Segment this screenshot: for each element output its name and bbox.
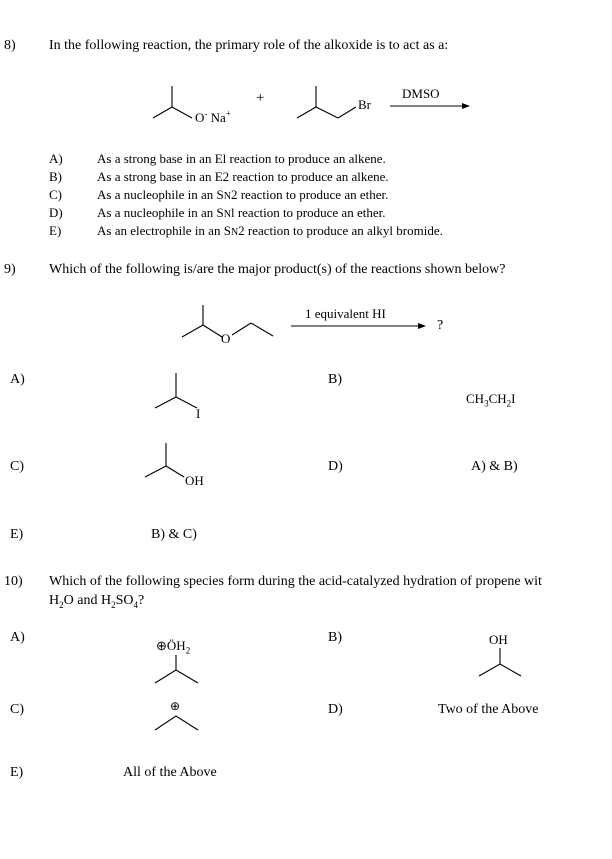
q9-choice-d-text: A) & B) bbox=[471, 459, 518, 474]
q8-choice-b-text: As a strong base in an E2 reaction to produce an alkene. bbox=[97, 169, 389, 184]
q9-choice-d-letter: D) bbox=[328, 459, 343, 474]
q8-choice-a-letter: A) bbox=[49, 151, 63, 166]
q8-choice-d-letter: D) bbox=[49, 205, 63, 220]
reagent-hi: 1 equivalent HI bbox=[305, 306, 386, 321]
bromine-label: Br bbox=[358, 97, 371, 112]
question-10-number: 10) bbox=[4, 574, 23, 589]
q9-choice-e-text: B) & C) bbox=[151, 527, 197, 542]
unknown-product: ? bbox=[437, 318, 444, 333]
q8-choice-a-text: As a strong base in an El reaction to produce an alkene. bbox=[97, 151, 386, 166]
hydroxyl-label: OH bbox=[185, 473, 204, 488]
q8-choice-c-letter: C) bbox=[49, 187, 62, 202]
q9-choice-b-letter: B) bbox=[328, 372, 342, 387]
plus-sign: + bbox=[256, 90, 265, 106]
q8-choice-e-letter: E) bbox=[49, 223, 62, 238]
question-8-number: 8) bbox=[4, 38, 16, 53]
q10-choice-a-letter: A) bbox=[10, 630, 25, 645]
isopropanol-skeleton bbox=[145, 443, 166, 477]
q10-choice-e-text: All of the Above bbox=[123, 765, 217, 780]
question-9-stem: Which of the following is/are the major product(s) of the reactions shown below? bbox=[49, 262, 506, 277]
oxonium-label: $\oplus ÖH_2$ bbox=[156, 638, 191, 656]
reagent-dmso: DMSO bbox=[402, 86, 440, 101]
q10-choice-e-letter: E) bbox=[10, 765, 24, 780]
isobutyl-bromide-skeleton bbox=[297, 86, 316, 118]
carbocation-charge: ⊕ bbox=[170, 699, 181, 713]
q8-choice-b-letter: B) bbox=[49, 169, 62, 184]
iodine-label: I bbox=[196, 406, 201, 421]
q10-choice-c-letter: C) bbox=[10, 702, 24, 717]
question-8-stem: In the following reaction, the primary role of the alkoxide is to act as a: bbox=[49, 38, 449, 53]
q8-choice-e-text: As an electrophile in an SN2 reaction to produce an alkyl bromide. bbox=[97, 223, 443, 238]
q9-choice-c-letter: C) bbox=[10, 459, 24, 474]
question-9-number: 9) bbox=[4, 262, 16, 277]
q10-choice-d-letter: D) bbox=[328, 702, 343, 717]
ether-oxygen-label: O bbox=[221, 331, 231, 346]
ether-skeleton bbox=[182, 305, 203, 337]
q9-choice-e-letter: E) bbox=[10, 527, 24, 542]
isopropoxide-skeleton bbox=[153, 86, 172, 118]
q10-b-hydroxyl-label: OH bbox=[489, 632, 508, 647]
question-10-stem-line1: Which of the following species form during the acid-catalyzed hydration of propene wit bbox=[49, 574, 542, 589]
q9-choice-a-letter: A) bbox=[10, 372, 25, 387]
question-10-stem-line2: $H_2O$ and $H_2SO_4$? bbox=[49, 593, 145, 610]
q10-choice-d-text: Two of the Above bbox=[438, 702, 539, 717]
q8-choice-c-text: As a nucleophile in an SN2 reaction to produce an ether. bbox=[97, 187, 389, 202]
alkoxide-label: O- Na+ bbox=[195, 108, 231, 125]
q10-choice-b-letter: B) bbox=[328, 630, 342, 645]
iodopropane-skeleton bbox=[155, 373, 176, 408]
q8-choice-d-text: As a nucleophile in an SNl reaction to produce an ether. bbox=[97, 205, 386, 220]
q9-choice-b-formula: $CH_3CH_2I$ bbox=[466, 391, 516, 409]
